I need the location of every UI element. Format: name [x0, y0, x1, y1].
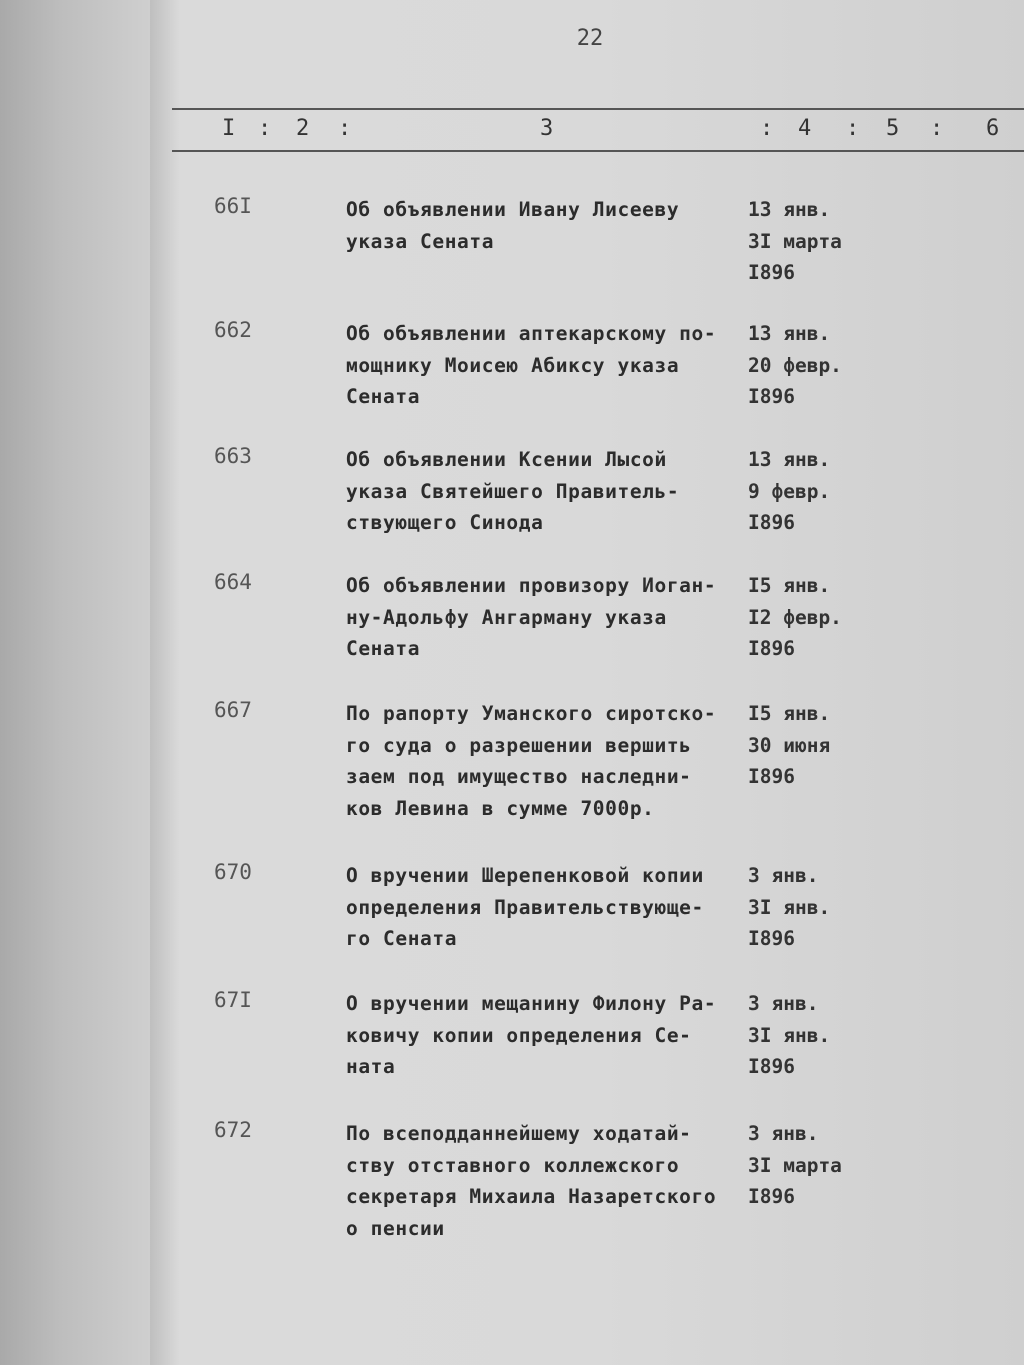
entry-title-line: ству отставного коллежского [346, 1153, 680, 1177]
column-separator-5: : [930, 116, 944, 141]
column-header-5: 5 [886, 116, 900, 141]
entry-dates [748, 698, 878, 793]
column-separator-3: : [760, 116, 774, 141]
entry-title-line: заем под имущество наследни- [346, 765, 692, 788]
entry-title-line: ковичу копии определения Се- [346, 1023, 692, 1047]
entry-date-start: 3 янв. [748, 992, 819, 1015]
entry-title-line: Об объявлении Ивану Лисееву [346, 198, 680, 221]
entry-year: I896 [748, 1055, 795, 1078]
entry-dates [748, 194, 878, 289]
entry-date-start: 3 янв. [748, 1122, 819, 1145]
entry-dates [748, 318, 878, 413]
entry-date-end: 30 июня [748, 733, 831, 757]
entry-number: 670 [214, 860, 252, 884]
column-separator-2: : [338, 116, 352, 141]
entry-number: 66I [214, 194, 252, 218]
entry-title-line: о пенсии [346, 1216, 445, 1240]
entry-title-line: Сената [346, 637, 421, 660]
column-header-2: 2 [296, 116, 310, 141]
entry-date-start: 3 янв. [748, 864, 819, 887]
entry-number: 664 [214, 570, 252, 594]
entry-title-line: Сената [346, 385, 421, 408]
entry-dates [748, 444, 878, 539]
entry-number: 663 [214, 444, 252, 468]
column-header-3: 3 [540, 116, 554, 141]
header-rule-bottom [172, 150, 1024, 152]
entry-date-end: I2 февр. [748, 605, 842, 629]
entry-year: I896 [748, 765, 795, 788]
column-header-1: I [222, 116, 236, 141]
entry-title [346, 988, 751, 1083]
entry-title-line: го суда о разрешении вершить [346, 733, 692, 757]
entry-title [346, 570, 751, 665]
entry-title-line: определения Правительствующе- [346, 895, 704, 919]
entry-title [346, 318, 751, 413]
entry-year: I896 [748, 927, 795, 950]
entry-title [346, 194, 751, 257]
entry-title-line: ков Левина в сумме 7000р. [346, 796, 655, 820]
entry-date-start: 13 янв. [748, 198, 831, 221]
entry-dates [748, 570, 878, 665]
entry-title-line: указа Сената [346, 229, 495, 253]
entry-title-line: мощнику Моисею Абиксу указа [346, 353, 680, 377]
entry-dates [748, 860, 878, 955]
entry-title-line: ну-Адольфу Ангарману указа [346, 605, 667, 629]
entry-title-line: указа Святейшего Правитель- [346, 479, 680, 503]
page-number: 22 [576, 26, 604, 51]
entry-dates [748, 988, 878, 1083]
entry-date-end: 3I марта [748, 1153, 842, 1177]
entry-title-line: Об объявлении Ксении Лысой [346, 448, 667, 471]
page-fold-shadow [150, 0, 180, 1365]
entry-date-start: I5 янв. [748, 574, 831, 597]
entry-date-end: 3I марта [748, 229, 842, 253]
entry-date-start: 13 янв. [748, 322, 831, 345]
entry-date-start: I5 янв. [748, 702, 831, 725]
entry-number: 662 [214, 318, 252, 342]
column-header-6: 6 [986, 116, 1000, 141]
entry-number: 667 [214, 698, 252, 722]
entry-year: I896 [748, 261, 795, 284]
entry-date-end: 3I янв. [748, 1023, 831, 1047]
entry-number: 672 [214, 1118, 252, 1142]
entry-year: I896 [748, 637, 795, 660]
entry-title-line: секретаря Михаила Назаретского [346, 1185, 717, 1208]
column-separator-1: : [258, 116, 272, 141]
entry-title-line: О вручении Шерепенковой копии [346, 864, 704, 887]
entry-title-line: Об объявлении аптекарскому по- [346, 322, 717, 345]
entry-year: I896 [748, 385, 795, 408]
entry-date-end: 3I янв. [748, 895, 831, 919]
entry-year: I896 [748, 511, 795, 534]
entry-date-end: 9 февр. [748, 479, 831, 503]
entry-date-start: 13 янв. [748, 448, 831, 471]
header-rule-top [172, 108, 1024, 110]
column-separator-4: : [846, 116, 860, 141]
entry-title-line: По всеподданнейшему ходатай- [346, 1122, 692, 1145]
entry-title [346, 444, 751, 539]
entry-title-line: О вручении мещанину Филону Ра- [346, 992, 717, 1015]
entry-title [346, 698, 751, 824]
entry-year: I896 [748, 1185, 795, 1208]
entry-date-end: 20 февр. [748, 353, 842, 377]
entry-title [346, 860, 751, 955]
entry-title-line: ствующего Синода [346, 511, 544, 534]
entry-title-line: го Сената [346, 927, 458, 950]
entry-title-line: ната [346, 1055, 396, 1078]
entry-number: 67I [214, 988, 252, 1012]
entry-dates [748, 1118, 878, 1213]
entry-title [346, 1118, 751, 1244]
entry-title-line: По рапорту Уманского сиротско- [346, 702, 717, 725]
column-header-4: 4 [798, 116, 812, 141]
entry-title-line: Об объявлении провизору Иоган- [346, 574, 717, 597]
